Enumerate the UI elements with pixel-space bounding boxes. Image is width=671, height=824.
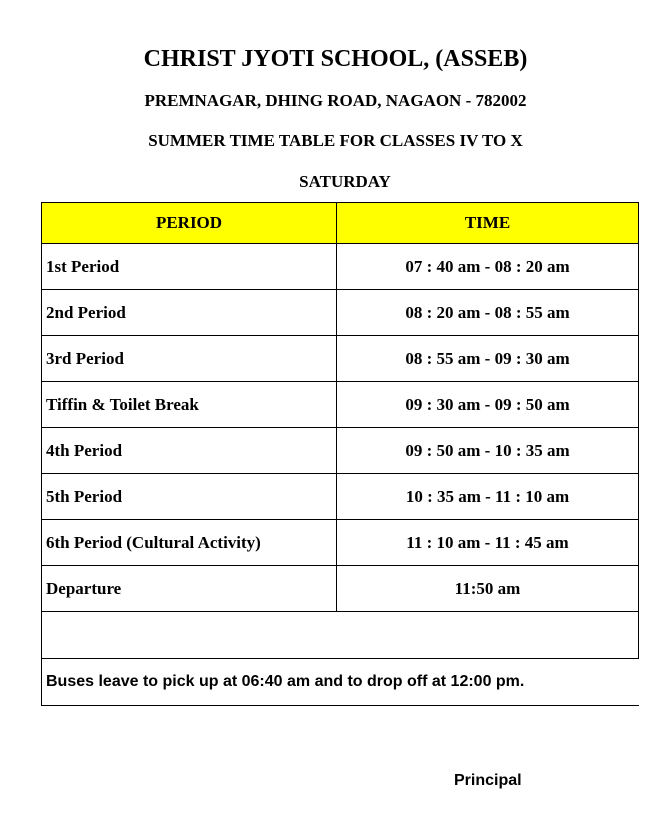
time-cell: 10 : 35 am - 11 : 10 am xyxy=(337,474,639,520)
time-cell: 08 : 20 am - 08 : 55 am xyxy=(337,290,639,336)
table-row xyxy=(42,520,639,566)
timetable-title: SUMMER TIME TABLE FOR CLASSES IV TO X xyxy=(148,131,523,150)
period-cell: 6th Period (Cultural Activity) xyxy=(42,520,337,566)
period-cell: 1st Period xyxy=(42,244,337,290)
table-row xyxy=(42,290,639,336)
time-cell: 11:50 am xyxy=(337,566,639,612)
table-row xyxy=(42,382,639,428)
period-cell: Tiffin & Toilet Break xyxy=(42,382,337,428)
day-label: SATURDAY xyxy=(299,172,391,191)
table-header-row xyxy=(42,203,639,244)
table-row xyxy=(42,244,639,290)
period-cell: 2nd Period xyxy=(42,290,337,336)
table-row xyxy=(42,336,639,382)
blank-cell xyxy=(42,612,639,659)
period-cell: 5th Period xyxy=(42,474,337,520)
time-cell: 07 : 40 am - 08 : 20 am xyxy=(337,244,639,290)
period-cell: 3rd Period xyxy=(42,336,337,382)
time-cell: 09 : 50 am - 10 : 35 am xyxy=(337,428,639,474)
table-row xyxy=(42,428,639,474)
column-header-period: PERIOD xyxy=(42,203,337,244)
period-cell: 4th Period xyxy=(42,428,337,474)
table-row xyxy=(42,474,639,520)
table-row xyxy=(42,566,639,612)
column-header-time: TIME xyxy=(337,203,639,244)
note-row xyxy=(42,659,639,706)
bus-note: Buses leave to pick up at 06:40 am and to drop off at 12:00 pm. xyxy=(42,659,639,706)
time-cell: 11 : 10 am - 11 : 45 am xyxy=(337,520,639,566)
time-cell: 09 : 30 am - 09 : 50 am xyxy=(337,382,639,428)
time-cell: 08 : 55 am - 09 : 30 am xyxy=(337,336,639,382)
school-address: PREMNAGAR, DHING ROAD, NAGAON - 782002 xyxy=(144,91,527,110)
blank-row xyxy=(42,612,639,659)
period-cell: Departure xyxy=(42,566,337,612)
timetable xyxy=(41,202,639,706)
principal-signature-label: Principal xyxy=(454,772,522,789)
school-name: CHRIST JYOTI SCHOOL, (ASSEB) xyxy=(143,46,528,72)
